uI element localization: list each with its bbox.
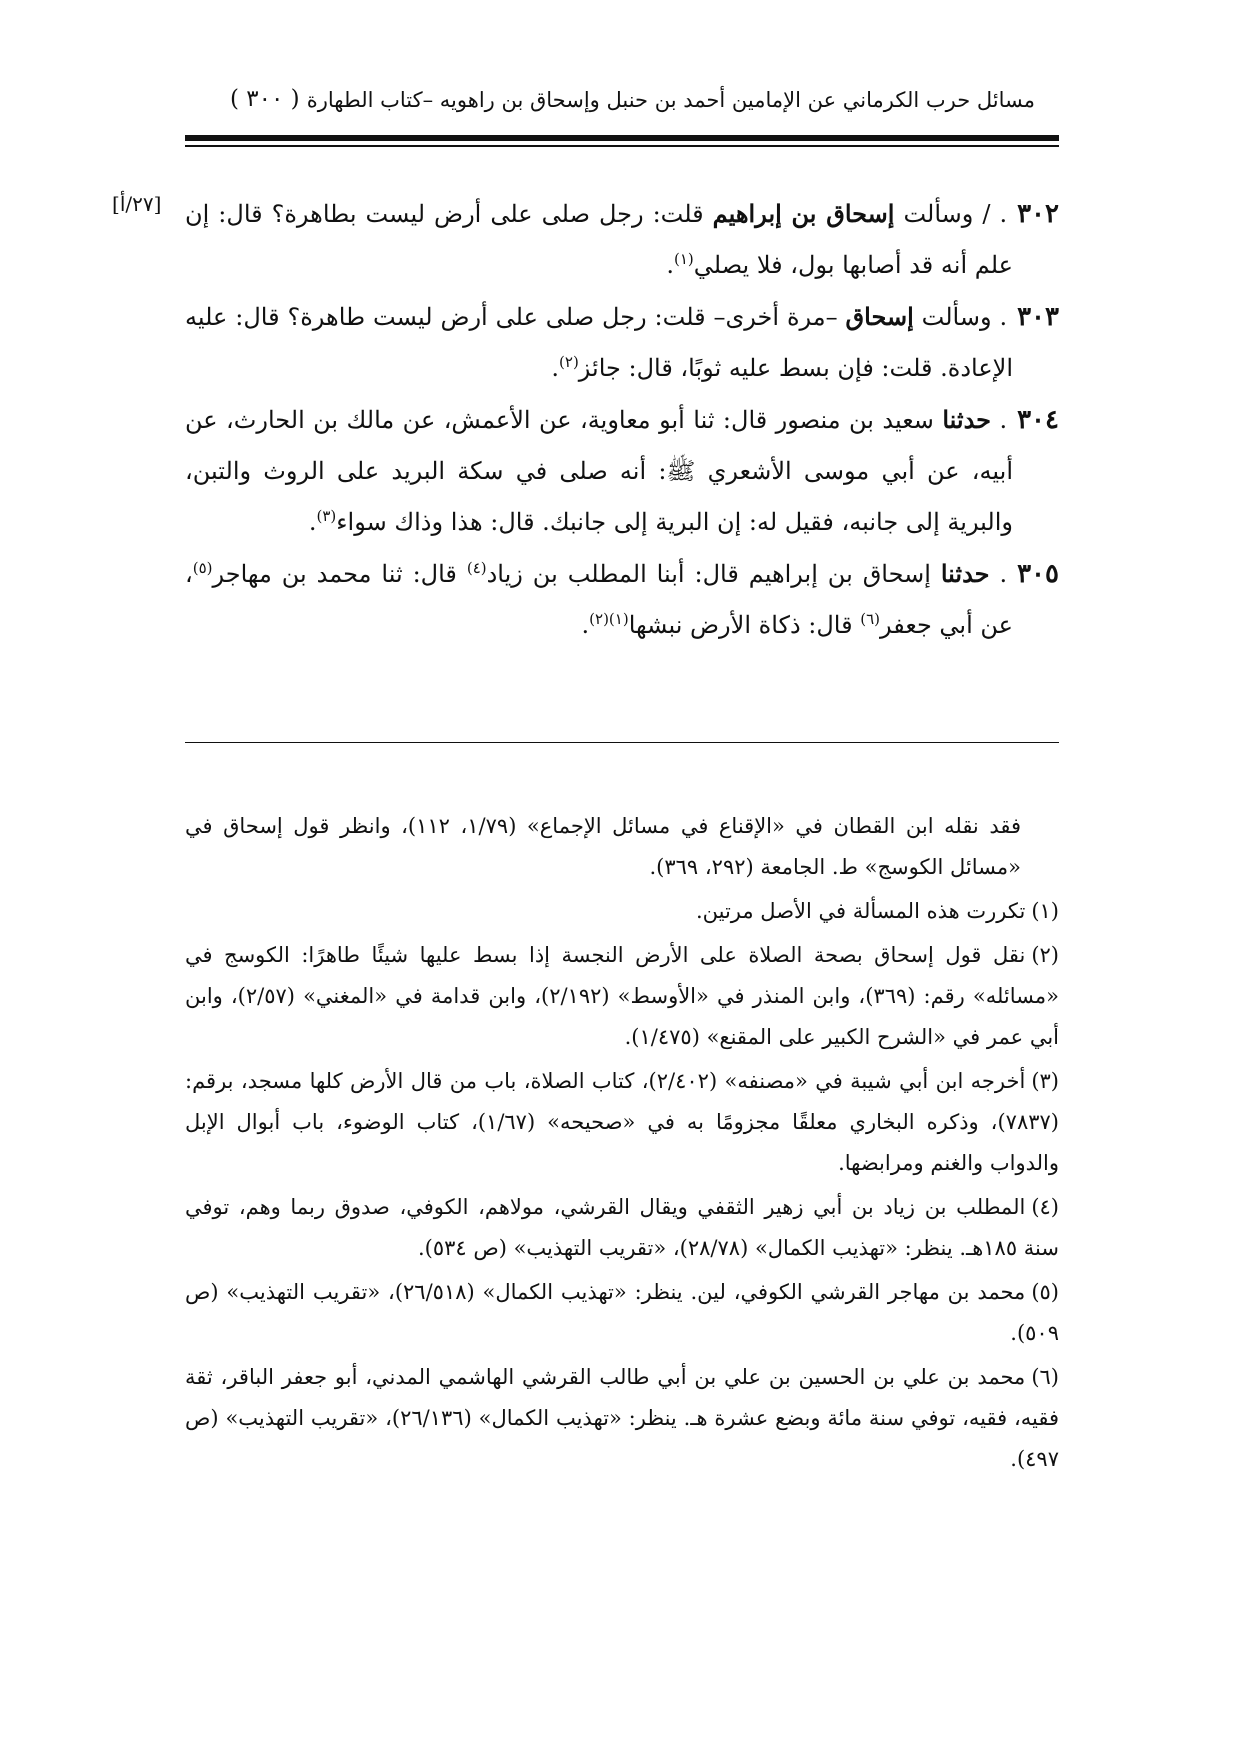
paragraph-text: قال: ثنا محمد بن مهاجر	[212, 560, 457, 588]
paragraph-bold: إسحاق بن إبراهيم	[712, 199, 895, 228]
paragraph-304: ٣٠٤. حدثنا سعيد بن منصور قال: ثنا أبو معاوية، عن الأعمش، عن مالك بن الحارث، عن أبيه، عن أبي موسى الأشعري ﷺ: أنه صلى في سكة البريد على الروث والتبن، والبرية إلى جانبه، فقيل له: إن البرية إلى جانبك. قال: هذا وذاك سواء$^{(٣)}$.	[185, 405, 1059, 536]
footnote-ref[interactable]: (١)	[674, 250, 694, 268]
footnote-continuation: فقد نقله ابن القطان في «الإقناع في مسائل الإجماع» (١/٧٩، ١١٢)، وانظر قول إسحاق في «مسائل الكوسج» ط. الجامعة (٢٩٢، ٣٦٩).	[185, 814, 1022, 879]
footnote-text: نقل قول إسحاق بصحة الصلاة على الأرض النجسة إذا بسط عليها شيئًا طاهرًا: الكوسج في «مسائله» رقم: (٣٦٩)، وابن المنذر في «الأوسط» (٢/١٩٢)، وابن قدامة في «المغني» (٢/٥٧)، وابن أبي عمر في «الشرح الكبير على المقنع» (١/٤٧٥).	[185, 943, 1059, 1049]
paragraph-bold: حدثنا	[940, 559, 990, 588]
footnote-text: محمد بن علي بن الحسين بن علي بن أبي طالب القرشي الهاشمي المدني، أبو جعفر الباقر، ثقة فقيه، فقيه، توفي سنة مائة وبضع عشرة هـ. ينظر: «تهذيب الكمال» (٢٦/١٣٦)، «تقريب التهذيب» (ص ٤٩٧).	[185, 1365, 1059, 1471]
footnote-3	[185, 1061, 1059, 1184]
paragraph-bold: حدثنا	[942, 405, 991, 434]
paragraph-text: إسحاق بن إبراهيم قال: أبنا المطلب بن زياد	[486, 560, 931, 588]
footnote-1	[185, 891, 1059, 932]
paragraph-end: .	[551, 354, 560, 382]
footnote-label: (٢)	[1031, 943, 1059, 967]
paragraph-text: قلت: رجل صلى على أرض ليست بطاهرة؟ قال: إن علم أنه قد أصابها بول، فلا يصلي	[185, 200, 1013, 279]
paragraph-303: ٣٠٣. وسألت إسحاق –مرة أخرى– قلت: رجل صلى على أرض ليست طاهرة؟ قال: عليه الإعادة. قلت: فإن بسط عليه ثوبًا، قال: جائز$^{(٢)}$.	[185, 302, 1059, 382]
paragraph-text: / وسألت	[903, 200, 991, 228]
paragraph-text: –مرة أخرى– قلت: رجل صلى على أرض ليست طاهرة؟ قال: عليه الإعادة. قلت: فإن بسط عليه ثوبًا، قال: جائز	[185, 303, 1013, 382]
issue-number: ٣٠٤	[1017, 405, 1059, 435]
header-title: مسائل حرب الكرماني عن الإمامين أحمد بن حنبل وإسحاق بن راهويه –كتاب الطهارة	[306, 88, 1035, 112]
header-rule-thin	[185, 145, 1059, 147]
footnote-label: (١)	[1031, 899, 1059, 923]
footnote-text: محمد بن مهاجر القرشي الكوفي، لين. ينظر: «تهذيب الكمال» (٢٦/٥١٨)، «تقريب التهذيب» (ص ٥٠٩).	[185, 1280, 1059, 1345]
footnote-label: (٣)	[1031, 1069, 1059, 1093]
footnote-ref[interactable]: (٢)	[559, 353, 579, 371]
footnote-text: أخرجه ابن أبي شيبة في «مصنفه» (٢/٤٠٢)، كتاب الصلاة، باب من قال الأرض كلها مسجد، برقم: (٧٨٣٧)، وذكره البخاري معلقًا مجزومًا به في «صحيحه» (١/٦٧)، كتاب الوضوء، باب أبوال الإبل والدواب والغنم ومرابضها.	[185, 1069, 1059, 1175]
paragraph-end: .	[308, 508, 317, 536]
header-rule-thick	[185, 135, 1059, 141]
footnote-label: (٥)	[1031, 1280, 1059, 1304]
footnote-text: تكررت هذه المسألة في الأصل مرتين.	[695, 899, 1026, 923]
running-header	[230, 82, 1035, 122]
footnote-separator	[185, 742, 1059, 743]
footnote-5	[185, 1272, 1059, 1354]
page-number: ( ٣٠٠ )	[230, 86, 300, 112]
paragraph-305: ٣٠٥. حدثنا إسحاق بن إبراهيم قال: أبنا المطلب بن زياد$^{(٤)}$ قال: ثنا محمد بن مهاجر$^{(٥)}$، عن أبي جعفر$^{(٦)}$ قال: ذكاة الأرض نبشها$^{(١)(٢)}$.	[185, 559, 1059, 639]
footnote-4	[185, 1187, 1059, 1269]
footnote-2	[185, 935, 1059, 1058]
paragraph-text: قال: ذكاة الأرض نبشها	[628, 611, 853, 639]
paragraph-text: ، عن أبي جعفر	[185, 560, 1013, 639]
paragraph-end: .	[666, 251, 674, 279]
paragraph-text: سعيد بن منصور قال: ثنا أبو معاوية، عن الأعمش، عن مالك بن الحارث، عن أبيه، عن أبي موسى الأشعري ﷺ: أنه صلى في سكة البريد على الروث والتبن، والبرية إلى جانبه، فقيل له: إن البرية إلى جانبك. قال: هذا وذاك سواء	[185, 406, 1013, 536]
paragraph-text: وسألت	[921, 303, 992, 331]
footnote-ref[interactable]: (٦)	[860, 610, 880, 628]
footnote-ref[interactable]: (٤)	[466, 559, 487, 577]
footnote-label: (٦)	[1031, 1365, 1059, 1389]
paragraph-end: .	[581, 611, 590, 639]
main-text	[185, 188, 1059, 651]
footnote-ref[interactable]: (٥)	[192, 559, 213, 577]
footnote-ref[interactable]: (٣)	[316, 507, 337, 525]
issue-number: ٣٠٢	[1017, 199, 1059, 229]
issue-number: ٣٠٥	[1017, 559, 1059, 589]
issue-number: ٣٠٣	[1017, 302, 1059, 332]
footnotes	[185, 806, 1059, 1483]
footnote-text: المطلب بن زياد بن أبي زهير الثقفي ويقال القرشي، مولاهم، الكوفي، صدوق ربما وهم، توفي سنة ١٨٥هـ. ينظر: «تهذيب الكمال» (٢٨/٧٨)، «تقريب التهذيب» (ص ٥٣٤).	[185, 1195, 1059, 1260]
margin-note: [٢٧/أ]	[112, 192, 162, 216]
paragraph-302: ٣٠٢. / وسألت إسحاق بن إبراهيم قلت: رجل صلى على أرض ليست بطاهرة؟ قال: إن علم أنه قد أصابها بول، فلا يصلي$^{(١)}$.	[185, 199, 1059, 279]
footnote-label: (٤)	[1031, 1195, 1059, 1219]
footnote-ref[interactable]: (١)(٢)	[589, 610, 629, 628]
footnote-6	[185, 1357, 1059, 1480]
paragraph-bold: إسحاق	[845, 302, 914, 331]
